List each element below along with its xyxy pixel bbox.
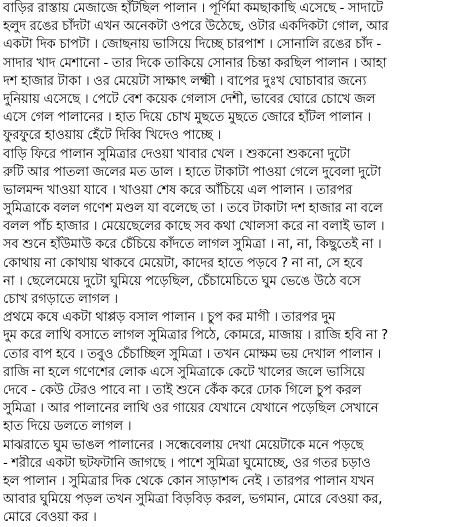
text-line: হলুদ রঙের চাঁদটা এখন অনেকটা ওপরে উঠেছে, ওটার একদিকটা গোল, আর	[3, 19, 389, 35]
text-line: সব শুনে হাঁউমাউ করে চেঁচিয়ে কাঁদতে লাগল সুমিত্রা । না, না, কিছুতেই না ।	[3, 237, 382, 253]
text-line: একটা দিক চাপটা । জোছনায় ভাসিয়ে দিচ্ছে চারপাশ । সোনালি রঙের চাঁদ -	[3, 37, 381, 53]
text-line: হল পালান । সুমিত্রার দিক থেকে কোন সাড়াশব্দ নেই । তারপর পালান যখন	[3, 473, 375, 489]
text-line: না । ছেলেমেয়ে দুটো ঘুমিয়ে পড়েছিল, চেঁচামেচিতে ঘুম ভেঙে উঠে বসে	[3, 273, 361, 289]
text-line: মোরে বেওয়া কর ।	[3, 510, 97, 526]
text-line: এসে গেল পালানের । হাত দিয়ে চোখ মুছতে মুছতে জোরে হাঁটল পালান ।	[3, 110, 371, 126]
text-line: বলল পাঁচ হাজার । মেয়েছেলের কাছে সব কথা খোলসা করে না বলাই ভাল ।	[3, 219, 385, 235]
text-line: রুটি আর পাতলা জলের মত ডাল । হাতে টাকাটা পাওয়া গেলে দুবেলা দুটো	[3, 164, 381, 180]
text-line: কোথায় না কোথায় থাকবে মেয়েটা, কাদের হাতে পড়বে ? না না, সে হবে	[3, 255, 363, 271]
text-line: দশ হাজার টাকা । ওর মেয়েটা সাক্ষাৎ লক্ষ্মী । বাপের দুঃখ ঘোচাবার জন্যে	[3, 73, 367, 89]
text-line: হাত দিয়ে ডলতে লাগল ।	[3, 419, 132, 435]
text-line: ভালমন্দ খাওয়া যাবে । খাওয়া শেষ করে আঁচিয়ে এল পালান । তারপর	[3, 182, 353, 198]
text-line: দুম করে লাথি বসাতে লাগল সুমিত্রার পিঠে, কোমরে, মাজায় । রাজি হবি না ?	[3, 328, 388, 344]
text-line: দেবে - কেউ টেরও পাবে না । তাই শুনে কেঁক করে ঢোক গিলে চুপ করল	[3, 382, 362, 398]
text-line: সাদার খাদ মেশানো - তার দিকে তাকিয়ে সোনার চিন্তা করছিল পালান । আহা	[3, 55, 387, 71]
text-line: আবার ঘুমিয়ে পড়ল তখন সুমিত্রা বিড়বিড় করল, ভগমান, মোরে বেওয়া কর,	[3, 492, 383, 508]
text-line: সুমিত্রাকে বলল গণেশ মণ্ডল যা বলেছে তা । তবে টাকাটা দশ হাজার না বলে	[3, 201, 383, 217]
text-line: তোর বাপ হবে । তবুও চেঁচাচ্ছিল সুমিত্রা । তখন মোক্ষম ভয় দেখাল পালান ।	[3, 346, 382, 362]
text-line: মাঝরাতে ঘুম ভাঙল পালানের । সন্ধেবেলায় দেখা মেয়েটাকে মনে পড়ছে	[3, 437, 364, 453]
text-line: চোখ রগড়াতে লাগল ।	[3, 292, 118, 307]
text-line: দুনিয়ায় এসেছে । পেটে বেশ কয়েক গেলাস দেশী, ভাবের ঘোরে চোখে জল	[3, 91, 376, 107]
text-line: সুমিত্রা । আর পালানের লাথি ওর গায়ের যেখানে যেখানে পড়েছিল সেখানে	[3, 401, 379, 417]
text-line: প্রথমে কষে একটা থাপ্পড় বসাল পালান । চুপ কর মাগী । তারপর দুম	[3, 310, 336, 326]
text-line: রাজি না হলে গণেশের লোক এসে সুমিত্রাকে কেটে খালের জলে ভাসিয়ে	[3, 364, 365, 380]
text-line: ফুরফুরে হাওয়ায় হেঁটে দিব্বি খিদেও পাচ্ছে ।	[3, 128, 222, 144]
text-line: - শরীরে একটা ছটফটানি জাগছে । পাশে সুমিত্রা ঘুমোচ্ছে, ওর গতর চড়াও	[3, 455, 371, 471]
text-line: বাড়ির রাস্তায় মেজাজে হাঁটছিল পালান । পূর্ণিমা কমছাকাছি এসেছে - সাদাটে	[3, 1, 383, 16]
text-line: বাড়ি ফিরে পালান সুমিত্রার দেওয়া খাবার খেল । শুকনো শুকনো দুটো	[3, 146, 351, 162]
